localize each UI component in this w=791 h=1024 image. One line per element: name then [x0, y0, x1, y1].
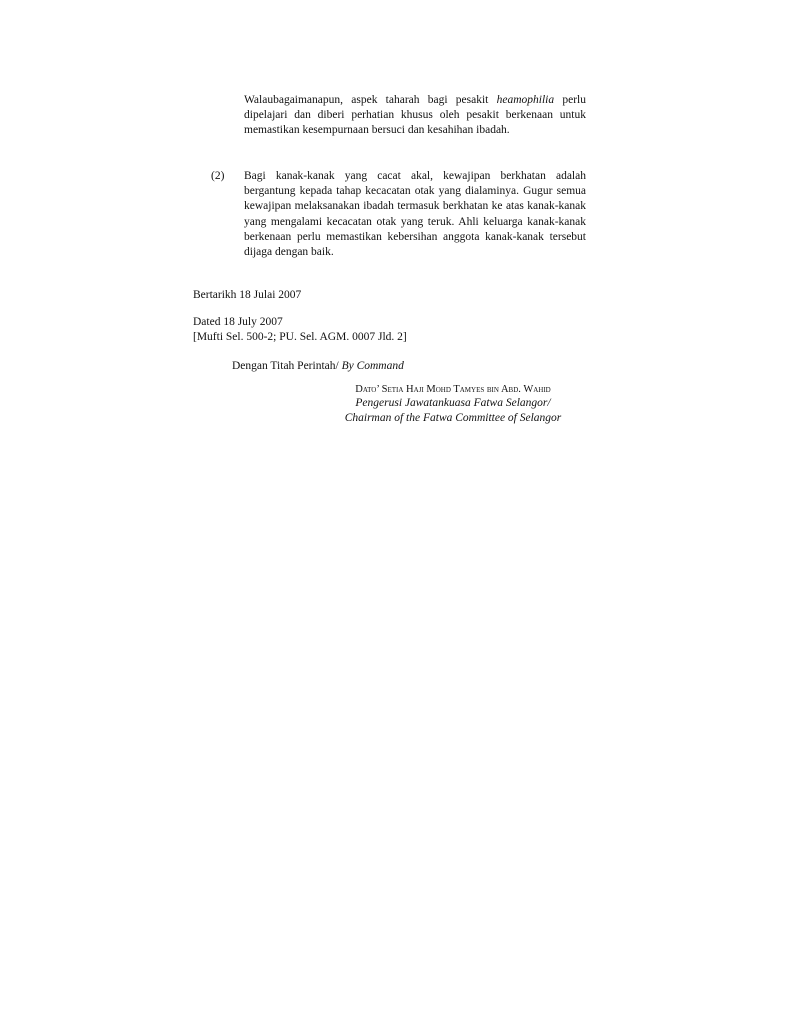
- paragraph-1-italic-term: heamophilia: [496, 94, 555, 106]
- signatory-title-malay: Pengerusi Jawatankuasa Fatwa Selangor/: [355, 397, 551, 409]
- paragraph-1-text-after: perlu dipelajari dan diberi perhatian khusus oleh pesakit berkenaan untuk memastikan kesempurnaan bersuci dan kesahihan ibadah.: [244, 94, 586, 137]
- paragraph-2: Bagi kanak-kanak yang cacat akal, kewajipan berkhatan adalah bergantung kepada tahap kecacatan otak yang dialaminya. Gugur semua kewajipan melaksanakan ibadah termasuk berkhatan ke atas kanak-kanak yang mengalami kecacatan otak yang teruk. Ahli keluarga kanak-kanak berkenaan perlu memastikan kebersihan anggota kanak-kanak tersebut dijaga dengan baik.: [244, 170, 586, 259]
- signatory-name: Dato’ Setia Haji Mohd Tamyes bin Abd. Wahid: [355, 384, 551, 395]
- dated-english: Dated 18 July 2007: [193, 316, 283, 328]
- dated-malay: Bertarikh 18 Julai 2007: [193, 289, 302, 301]
- paragraph-1-text-before: Walaubagaimanapun, aspek taharah bagi pesakit: [244, 94, 497, 106]
- by-command: [232, 359, 592, 374]
- signatory-title-english: Chairman of the Fatwa Committee of Selangor: [344, 412, 562, 424]
- command-malay: Dengan Titah Perintah/: [232, 360, 342, 372]
- paragraph-1: [244, 93, 586, 139]
- reference-number: [Mufti Sel. 500-2; PU. Sel. AGM. 0007 Jld. 2]: [193, 331, 407, 343]
- command-english: By Command: [341, 360, 404, 372]
- paragraph-2-number: (2): [211, 170, 225, 182]
